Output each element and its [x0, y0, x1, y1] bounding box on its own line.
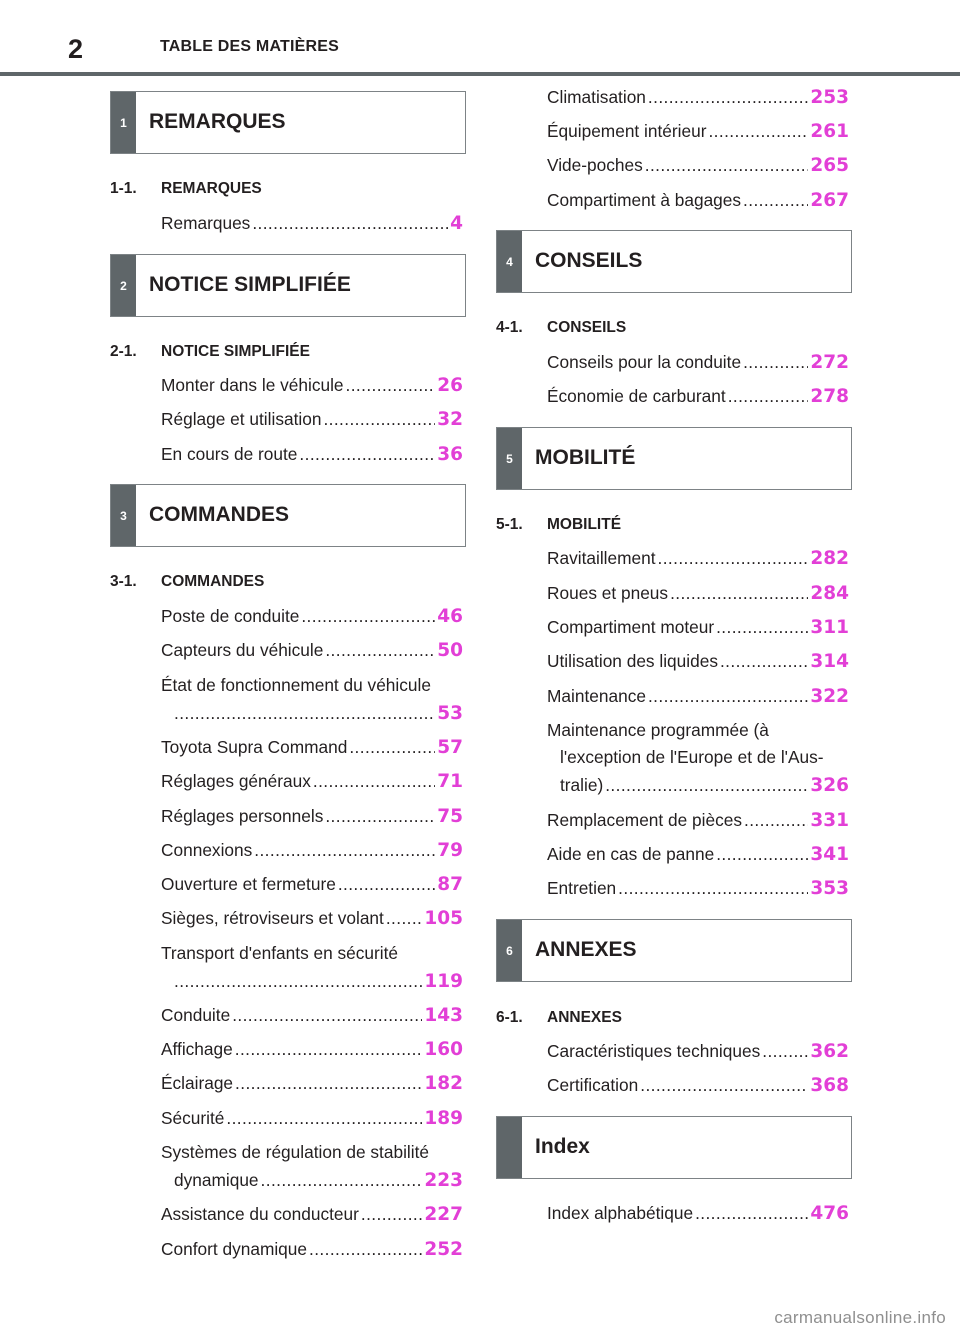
toc-entry[interactable]: [547, 583, 849, 607]
section-header-1[interactable]: [110, 91, 466, 154]
chapter-title: ANNEXES: [547, 1009, 622, 1026]
toc-entry-label-line: [161, 675, 463, 699]
toc-page-link[interactable]: 36: [437, 444, 463, 465]
toc-page-link[interactable]: 79: [437, 840, 463, 861]
section-number: 4: [506, 255, 513, 269]
chapter-number: 1-1.: [110, 180, 137, 197]
toc-entry[interactable]: [161, 737, 463, 761]
dot-leader: [235, 1073, 422, 1094]
section-title: REMARQUES: [149, 110, 286, 133]
section-header-4[interactable]: [496, 230, 852, 293]
chapter-heading-1-1[interactable]: [110, 180, 262, 198]
toc-entry[interactable]: [161, 640, 463, 664]
toc-entry-label: Climatisation: [547, 87, 646, 107]
dot-leader: [743, 190, 808, 211]
toc-entry[interactable]: [547, 775, 849, 799]
toc-page-link[interactable]: 223: [424, 1170, 463, 1191]
toc-entry[interactable]: [161, 771, 463, 795]
section-number: 5: [506, 452, 513, 466]
toc-entry-label: Assistance du conducteur: [161, 1204, 359, 1224]
section-title: CONSEILS: [535, 249, 643, 272]
dot-leader: [648, 87, 808, 108]
toc-entry-label: État de fonctionnement du véhicule: [161, 675, 431, 695]
dot-leader: [695, 1203, 808, 1224]
toc-entry[interactable]: [547, 1203, 849, 1227]
dot-leader: [618, 878, 808, 899]
toc-entry[interactable]: [547, 686, 849, 710]
toc-entry[interactable]: [547, 617, 849, 641]
toc-entry-label: Réglages généraux: [161, 771, 311, 791]
chapter-title: COMMANDES: [161, 573, 265, 590]
toc-page-link[interactable]: 476: [810, 1203, 849, 1224]
toc-entry[interactable]: [547, 190, 849, 214]
toc-entry-label: Équipement intérieur: [547, 121, 707, 141]
toc-entry-label: tralie): [560, 775, 604, 795]
toc-page-link[interactable]: 267: [810, 190, 849, 211]
toc-page-link[interactable]: 252: [424, 1239, 463, 1260]
toc-entry[interactable]: [547, 1075, 849, 1099]
toc-page-link[interactable]: 32: [437, 409, 463, 430]
toc-entry-label: l'exception de l'Europe et de l'Aus-: [560, 747, 824, 767]
toc-entry-label: Connexions: [161, 840, 253, 860]
dot-leader: [670, 583, 808, 604]
toc-entry[interactable]: [547, 810, 849, 834]
toc-entry-label: Économie de carburant: [547, 386, 726, 406]
section-number: 1: [120, 116, 127, 130]
toc-entry[interactable]: [547, 844, 849, 868]
toc-entry[interactable]: [161, 1204, 463, 1228]
toc-page-link[interactable]: 314: [810, 651, 849, 672]
page-number: 2: [68, 34, 84, 64]
toc-page-link[interactable]: 143: [424, 1005, 463, 1026]
toc-entry-label: Utilisation des liquides: [547, 651, 718, 671]
dot-leader: [323, 409, 435, 430]
toc-entry[interactable]: [161, 703, 463, 727]
toc-page-link[interactable]: 322: [810, 686, 849, 707]
section-title: MOBILITÉ: [535, 446, 636, 469]
toc-entry[interactable]: [161, 908, 463, 932]
toc-entry-label: Réglages personnels: [161, 806, 324, 826]
toc-entry[interactable]: [161, 213, 463, 237]
toc-entry-label: Aide en cas de panne: [547, 844, 715, 864]
toc-page-link[interactable]: 46: [437, 606, 463, 627]
toc-page-link[interactable]: 253: [810, 87, 849, 108]
toc-page-link[interactable]: 272: [810, 352, 849, 373]
toc-entry[interactable]: [161, 375, 463, 399]
chapter-heading-3-1[interactable]: [110, 573, 264, 591]
toc-entry[interactable]: [161, 606, 463, 630]
toc-entry-label: Conduite: [161, 1005, 231, 1025]
section-header-6[interactable]: [496, 919, 852, 982]
dot-leader: [299, 444, 435, 465]
dot-leader: [301, 606, 435, 627]
toc-entry-label: Entretien: [547, 878, 617, 898]
section-header-2[interactable]: [110, 254, 466, 317]
toc-entry-label-line: [547, 720, 849, 744]
toc-entry-label: Sécurité: [161, 1108, 225, 1128]
toc-entry[interactable]: [547, 352, 849, 376]
toc-entry-label: En cours de route: [161, 444, 298, 464]
dot-leader: [349, 737, 435, 758]
chapter-number: 4-1.: [496, 319, 523, 336]
toc-entry[interactable]: [161, 971, 463, 995]
section-header-5[interactable]: [496, 427, 852, 490]
dot-leader: [743, 352, 808, 373]
toc-entry-label: Compartiment à bagages: [547, 190, 742, 210]
dot-leader: [658, 548, 809, 569]
toc-page-link[interactable]: 87: [437, 874, 463, 895]
section-title: COMMANDES: [149, 503, 289, 526]
chapter-title: CONSEILS: [547, 319, 627, 336]
toc-entry-label: Éclairage: [161, 1073, 234, 1093]
toc-entry-label: Transport d'enfants en sécurité: [161, 943, 399, 963]
dot-leader: [261, 1170, 423, 1191]
toc-page-link[interactable]: 4: [450, 213, 463, 234]
toc-entry-label: Certification: [547, 1075, 639, 1095]
toc-entry[interactable]: [547, 386, 849, 410]
toc-page-link[interactable]: 189: [424, 1108, 463, 1129]
toc-entry-label: Capteurs du véhicule: [161, 640, 324, 660]
header-title: TABLE DES MATIÈRES: [160, 38, 340, 55]
toc-entry[interactable]: [161, 444, 463, 468]
toc-entry[interactable]: [161, 840, 463, 864]
dot-leader: [226, 1108, 422, 1129]
chapter-number: 2-1.: [110, 343, 137, 360]
toc-page-link[interactable]: 311: [810, 617, 849, 638]
toc-page-link[interactable]: 261: [810, 121, 849, 142]
dot-leader: [708, 121, 808, 142]
toc-entry-label: Ouverture et fermeture: [161, 874, 336, 894]
dot-leader: [361, 1204, 422, 1225]
toc-page-link[interactable]: 50: [437, 640, 463, 661]
dot-leader: [346, 375, 436, 396]
toc-page-link[interactable]: 53: [437, 703, 463, 724]
toc-entry-label: Roues et pneus: [547, 583, 669, 603]
toc-page-link[interactable]: 57: [437, 737, 463, 758]
toc-entry-label: Affichage: [161, 1039, 233, 1059]
toc-entry-label: Remarques: [161, 213, 251, 233]
dot-leader: [645, 155, 809, 176]
toc-entry[interactable]: [161, 1005, 463, 1029]
toc-entry[interactable]: [161, 409, 463, 433]
toc-page-link[interactable]: 26: [437, 375, 463, 396]
dot-leader: [325, 640, 435, 661]
toc-entry-label: Conseils pour la conduite: [547, 352, 742, 372]
dot-leader: [174, 971, 422, 992]
watermark: carmanualsonline.info: [774, 1308, 946, 1327]
chapter-heading-4-1[interactable]: [496, 319, 626, 337]
toc-page-link[interactable]: 353: [810, 878, 849, 899]
dot-leader: [720, 651, 808, 672]
toc-entry[interactable]: [161, 1108, 463, 1132]
toc-page-link[interactable]: 278: [810, 386, 849, 407]
toc-entry-label: dynamique: [174, 1170, 259, 1190]
toc-entry-label: Confort dynamique: [161, 1239, 308, 1259]
dot-leader: [254, 840, 435, 861]
dot-leader: [648, 686, 808, 707]
dot-leader: [728, 386, 809, 407]
toc-page-link[interactable]: 119: [424, 971, 463, 992]
chapter-heading-2-1[interactable]: [110, 343, 310, 361]
toc-page-link[interactable]: 227: [424, 1204, 463, 1225]
toc-page-link[interactable]: 284: [810, 583, 849, 604]
toc-entry-label: Maintenance programmée (à: [547, 720, 769, 740]
dot-leader: [716, 617, 808, 638]
toc-entry[interactable]: [161, 806, 463, 830]
toc-entry[interactable]: [547, 87, 849, 111]
section-header-index[interactable]: [496, 1116, 852, 1179]
section-tab: [497, 1117, 522, 1178]
toc-entry-label-line: [161, 1142, 463, 1166]
toc-page-link[interactable]: 362: [810, 1041, 849, 1062]
toc-entry-label: Monter dans le véhicule: [161, 375, 344, 395]
section-number: 2: [120, 279, 127, 293]
section-number: 6: [506, 944, 513, 958]
dot-leader: [605, 775, 808, 796]
toc-page-link[interactable]: 368: [810, 1075, 849, 1096]
toc-page-link[interactable]: 326: [810, 775, 849, 796]
dot-leader: [252, 213, 448, 234]
toc-page-link[interactable]: 341: [810, 844, 849, 865]
toc-page-link[interactable]: 265: [810, 155, 849, 176]
chapter-number: 3-1.: [110, 573, 137, 590]
page-header: [0, 0, 960, 80]
toc-entry[interactable]: [547, 121, 849, 145]
toc-entry-label: Maintenance: [547, 686, 646, 706]
section-title: ANNEXES: [535, 938, 637, 961]
dot-leader: [309, 1239, 422, 1260]
toc-entry[interactable]: [547, 155, 849, 179]
chapter-heading-6-1[interactable]: [496, 1009, 622, 1027]
toc-entry-label: Poste de conduite: [161, 606, 300, 626]
toc-entry-label: Ravitaillement: [547, 548, 656, 568]
dot-leader: [640, 1075, 808, 1096]
section-title: Index: [535, 1135, 590, 1158]
section-number: 3: [120, 509, 127, 523]
toc-entry[interactable]: [547, 651, 849, 675]
toc-entry[interactable]: [161, 1073, 463, 1097]
toc-page-link[interactable]: 105: [424, 908, 463, 929]
chapter-title: REMARQUES: [161, 180, 262, 197]
dot-leader: [174, 703, 435, 724]
toc-entry[interactable]: [161, 1239, 463, 1263]
toc-entry-label: Toyota Supra Command: [161, 737, 348, 757]
dot-leader: [235, 1039, 423, 1060]
toc-entry-label: Systèmes de régulation de stabilité: [161, 1142, 430, 1162]
chapter-heading-5-1[interactable]: [496, 516, 621, 534]
dot-leader: [716, 844, 808, 865]
dot-leader: [338, 874, 435, 895]
toc-entry-label: Index alphabétique: [547, 1203, 694, 1223]
chapter-title: NOTICE SIMPLIFIÉE: [161, 343, 310, 360]
toc-entry-label: Réglage et utilisation: [161, 409, 322, 429]
toc-page-link[interactable]: 282: [810, 548, 849, 569]
toc-entry[interactable]: [161, 1170, 463, 1194]
toc-entry-label-line: [161, 943, 463, 967]
header-rule: [0, 72, 960, 76]
toc-entry-label: Vide-poches: [547, 155, 643, 175]
toc-page-link[interactable]: 71: [437, 771, 463, 792]
toc-entry-label: Compartiment moteur: [547, 617, 715, 637]
toc-entry-label-line: [547, 747, 849, 771]
toc-page-link[interactable]: 75: [437, 806, 463, 827]
chapter-title: MOBILITÉ: [547, 516, 622, 533]
toc-entry-label: Sièges, rétroviseurs et volant: [161, 908, 384, 928]
toc-page-link[interactable]: 182: [424, 1073, 463, 1094]
dot-leader: [325, 806, 435, 827]
dot-leader: [762, 1041, 808, 1062]
toc-entry[interactable]: [547, 548, 849, 572]
toc-entry[interactable]: [161, 874, 463, 898]
toc-page-link[interactable]: 160: [424, 1039, 463, 1060]
toc-page-link[interactable]: 331: [810, 810, 849, 831]
dot-leader: [386, 908, 423, 929]
section-header-3[interactable]: [110, 484, 466, 547]
toc-entry[interactable]: [547, 1041, 849, 1065]
chapter-number: 5-1.: [496, 516, 523, 533]
dot-leader: [744, 810, 808, 831]
toc-entry-label: Remplacement de pièces: [547, 810, 742, 830]
chapter-number: 6-1.: [496, 1009, 523, 1026]
toc-entry[interactable]: [161, 1039, 463, 1063]
toc-entry[interactable]: [547, 878, 849, 902]
section-title: NOTICE SIMPLIFIÉE: [149, 273, 351, 296]
dot-leader: [232, 1005, 422, 1026]
dot-leader: [313, 771, 435, 792]
toc-entry-label: Caractéristiques techniques: [547, 1041, 761, 1061]
